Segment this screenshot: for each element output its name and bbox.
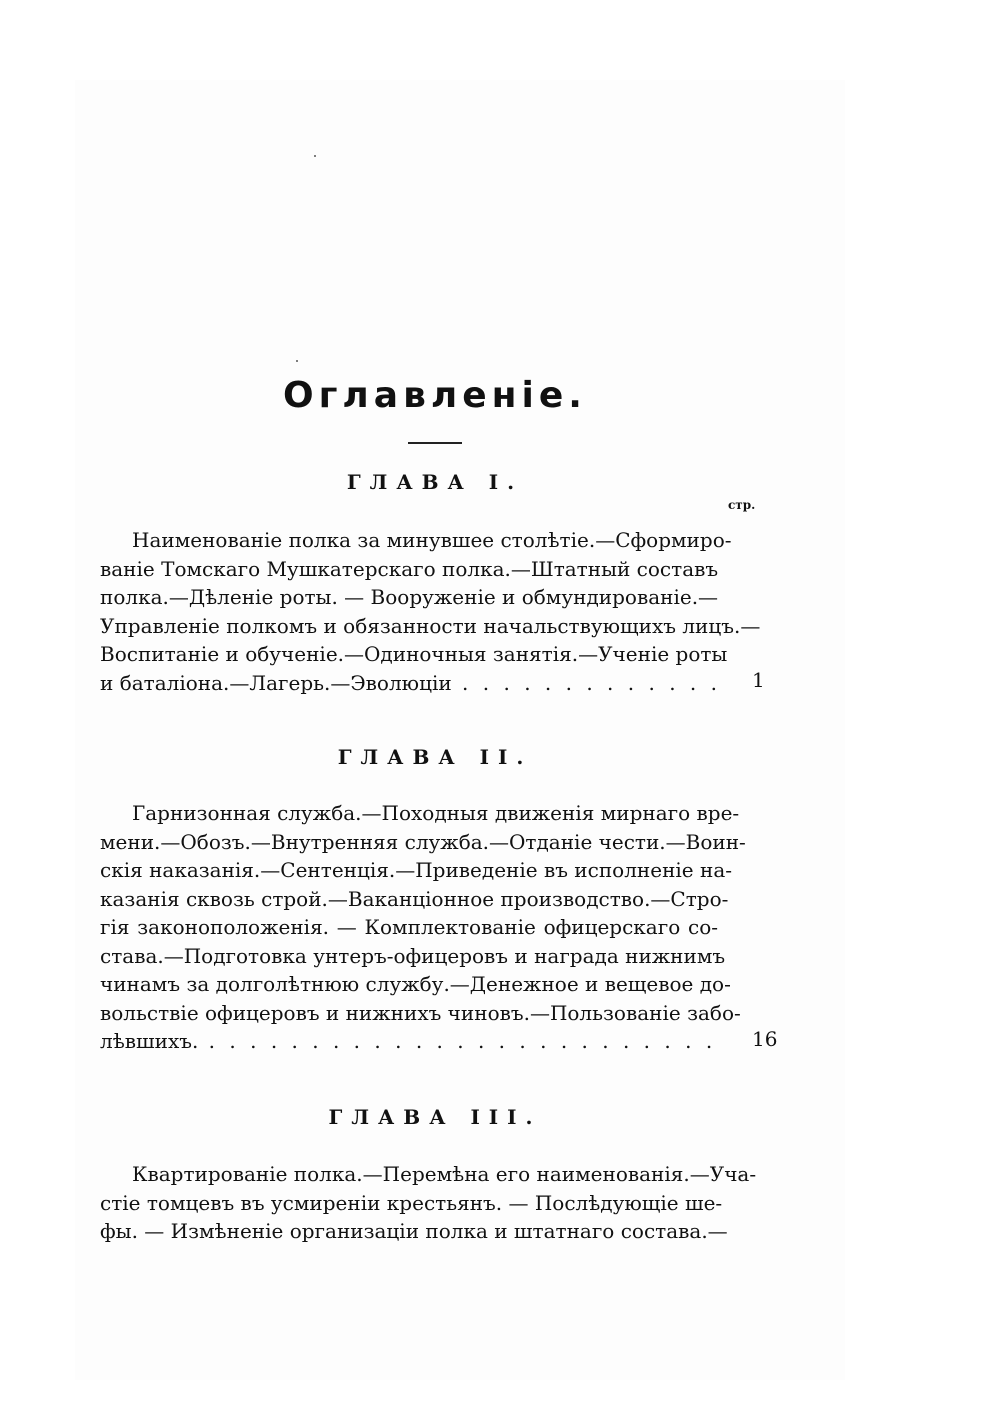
title-divider	[408, 442, 462, 444]
chapter-2-line: вольствіе офицеровъ и нижнихъ чиновъ.—Пользованіе забо-	[100, 1000, 741, 1025]
chapter-3-heading: ГЛАВА III.	[328, 1105, 542, 1129]
chapter-1-page-number: 1	[752, 668, 765, 692]
chapter-3-line: Квартированіе полка.—Перемѣна его наименованія.—Уча-	[132, 1162, 757, 1186]
chapter-2-line: става.—Подготовка унтеръ-офицеровъ и награда нижнимъ	[100, 943, 726, 968]
chapter-2-line: гія законоположенія. — Комплектованіе офицерскаго со-	[100, 915, 718, 939]
chapter-1-line: и баталіона.—Лагерь.—Эволюціи . . .	[100, 669, 718, 698]
chapter-1-line: Управленіе полкомъ и обязанности начальствующихъ лицъ.—	[100, 613, 761, 638]
chapter-1-contents	[100, 526, 761, 697]
chapter-1-heading: ГЛАВА I.	[346, 470, 524, 494]
chapter-1-line: Воспитаніе и обученіе.—Одиночныя занятія.—Ученіе роты	[100, 642, 728, 666]
chapter-1-line: Наименованіе полка за минувшее столѣтіе.—Сформиро-	[132, 528, 732, 552]
chapter-3-line: фы. — Измѣненіе организаціи полка и штатнаго состава.—	[100, 1219, 728, 1243]
chapter-2-contents	[100, 799, 746, 1056]
chapter-3-line: стіе томцевъ въ усмиреніи крестьянъ. — Послѣдующіе ше-	[100, 1190, 723, 1215]
print-speck	[296, 360, 298, 362]
chapter-2-line: казанія сквозь строй.—Ваканціонное производство.—Стро-	[100, 886, 729, 911]
chapter-2-line: лѣвшихъ. . . .	[100, 1027, 718, 1056]
chapter-2-page-number: 16	[752, 1027, 778, 1051]
chapter-2-line: чинамъ за долголѣтнюю службу.—Денежное и вещевое до-	[100, 972, 731, 996]
chapter-2-line: скія наказанія.—Сентенція.—Приведеніе въ исполненіе на-	[100, 858, 733, 882]
chapter-2-heading: ГЛАВА II.	[337, 745, 533, 769]
page-title: Оглавленіе.	[283, 375, 587, 416]
chapter-2-line: Гарнизонная служба.—Походныя движенія мирнаго вре-	[132, 801, 740, 825]
page-column-label: стр.	[728, 498, 756, 512]
chapter-3-contents	[100, 1160, 757, 1246]
print-speck	[314, 155, 316, 157]
chapter-2-line: мени.—Обозъ.—Внутренняя служба.—Отданіе чести.—Воин-	[100, 829, 746, 854]
chapter-1-line: ваніе Томскаго Мушкатерскаго полка.—Штатный составъ	[100, 556, 719, 581]
chapter-1-line: полка.—Дѣленіе роты. — Вооруженіе и обмундированіе.—	[100, 585, 719, 609]
